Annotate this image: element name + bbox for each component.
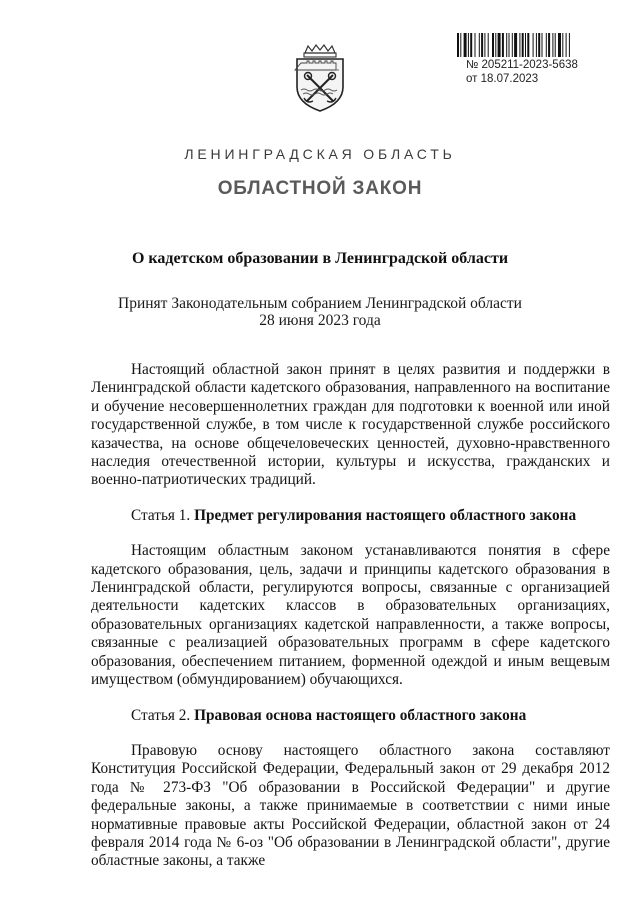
registration-stamp	[466, 58, 578, 86]
adoption-date: 28 июня 2023 года	[259, 312, 381, 329]
law-title: О кадетском образовании в Ленинградской области	[131, 250, 509, 267]
preamble: Настоящий областной закон принят в целях развития и поддержки в Ленинградской области кадетского образования, направленного на воспитание и обучение несовершеннолетних граждан для подготовки к военной или иной государственной службе, в том числе к государственной службе российского казачества, на основе общечеловеческих ценностей, духовно-нравственного наследия отечественной истории, культуры и искусства, гражданских и военно-патриотических традиций.	[91, 361, 610, 489]
article-heading	[91, 707, 610, 725]
document-body	[91, 361, 610, 871]
article-text: Настоящим областным законом устанавливаются понятия в сфере кадетского образования, цель, задачи и принципы кадетского образования в Ленинградской области, регулируются вопросы, связанные с организацией деятельности кадетских классов в образовательных организациях, образовательных организациях кадетской направленности, а также вопросы, связанные с реализацией образовательных программ в сфере кадетского образования, обеспечением питанием, форменной одеждой и иным вещевым имуществом (обмундированием) обучающихся.	[91, 542, 610, 689]
region-name: ЛЕНИНГРАДСКАЯ ОБЛАСТЬ	[184, 146, 456, 162]
article-title: Предмет регулирования настоящего областного закона	[194, 506, 577, 524]
registration-date: от 18.07.2023	[466, 73, 539, 85]
adoption-info	[0, 295, 640, 329]
article-number: Статья 1.	[131, 506, 191, 524]
article-title: Правовая основа настоящего областного закона	[194, 706, 527, 724]
article-number: Статья 2.	[131, 706, 191, 724]
article-heading	[91, 507, 610, 525]
article-text: Правовую основу настоящего областного закона составляют Конституция Российской Федерации, Федеральный закон от 29 декабря 2012 года № 273-ФЗ "Об образовании в Российской Федерации" и другие федеральные законы, а также принимаемые в соответствии с ними иные нормативные правовые акты Российской Федерации, областной закон от 24 февраля 2014 года № 6-оз "Об образовании в Ленинградской области", другие областные законы, а также	[91, 741, 610, 870]
law-type: ОБЛАСТНОЙ ЗАКОН	[217, 178, 423, 199]
coat-of-arms-emblem	[291, 43, 349, 113]
adoption-body: Принят Законодательным собранием Ленинградской области	[118, 295, 522, 312]
registration-number: № 205211-2023-5638	[466, 59, 578, 71]
barcode	[457, 33, 613, 57]
